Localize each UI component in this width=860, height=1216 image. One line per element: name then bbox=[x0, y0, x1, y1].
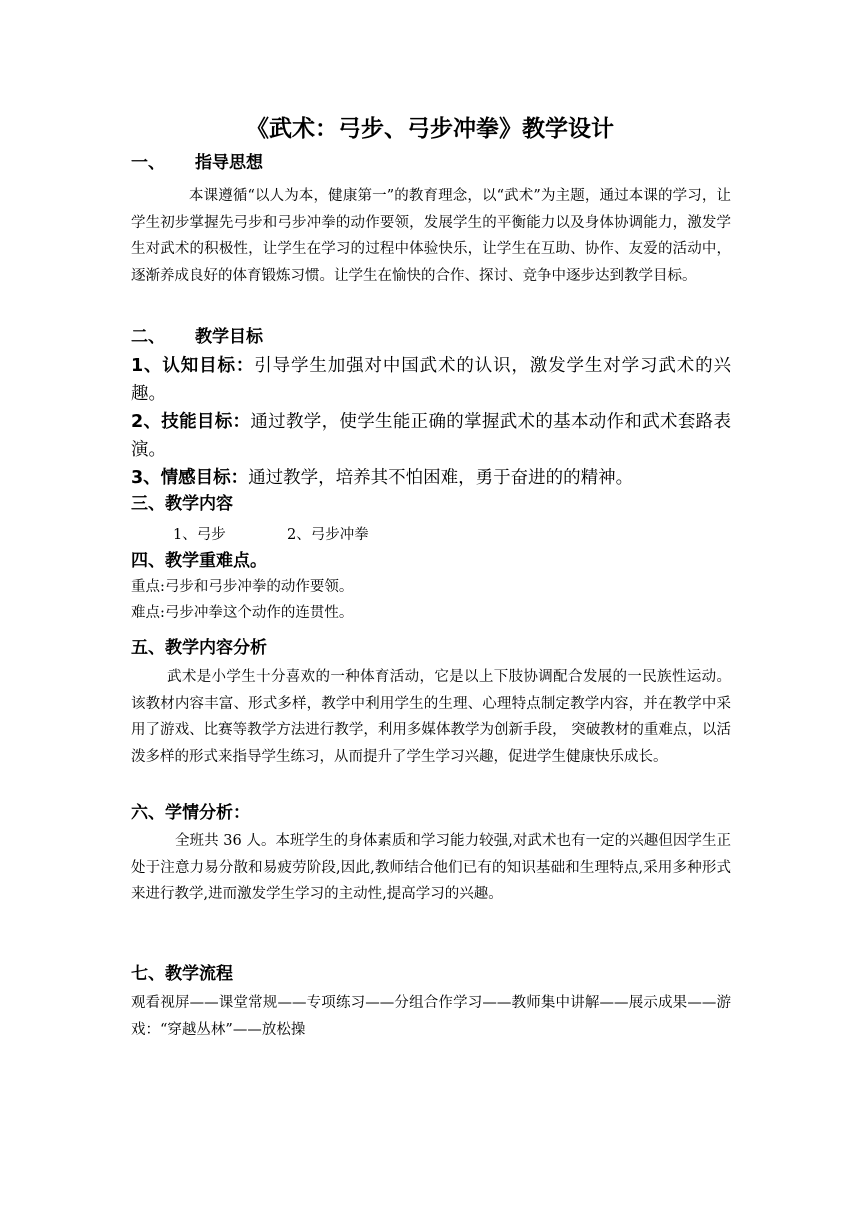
key-point: 重点:弓步和弓步冲拳的动作要领。 bbox=[131, 579, 354, 595]
content-item-2: 2、弓步冲拳 bbox=[287, 527, 369, 543]
section-5-heading: 五、教学内容分析 bbox=[131, 638, 267, 658]
section-2-number: 二、 bbox=[131, 327, 165, 347]
section-1-body: 本课遵循“以人为本，健康第一”的教育理念，以“武术”为主题，通过本课的学习，让学生初步掌握先弓步和弓步冲拳的动作要领，发展学生的平衡能力以及身体协调能力，激发学生对武术的积极性，让学生在学习的过程中体验快乐，让学生在互助、协作、友爱的活动中，逐渐养成良好的体育锻炼习惯。让学生在愉快的合作、探讨、竞争中逐步达到教学目标。 bbox=[131, 188, 731, 284]
section-1-title: 指导思想 bbox=[195, 153, 263, 173]
document-title: 《武术：弓步、弓步冲拳》教学设计 bbox=[246, 116, 614, 142]
goal-label: 2、技能目标： bbox=[131, 412, 251, 432]
section-3-heading: 三、教学内容 bbox=[131, 494, 233, 514]
section-4-heading: 四、教学重难点。 bbox=[131, 551, 267, 571]
goals-list bbox=[131, 352, 731, 492]
section-1-heading bbox=[131, 149, 263, 177]
goal-skill bbox=[131, 408, 731, 464]
section-5-body: 武术是小学生十分喜欢的一种体育活动，它是以上下肢协调配合发展的一民族性运动。该教材内容丰富、形式多样，教学中利用学生的生理、心理特点制定教学内容，并在教学中采用了游戏、比赛等教学方法进行教学，利用多媒体教学为创新手段， 突破教材的重难点，以活泼多样的形式来指导学生练习，从而提升了学生学习兴趣，促进学生健康快乐成长。 bbox=[131, 669, 731, 765]
goal-cognitive bbox=[131, 352, 731, 408]
section-2-heading bbox=[131, 323, 263, 351]
section-7-heading: 七、教学流程 bbox=[131, 964, 233, 984]
section-2-title: 教学目标 bbox=[195, 327, 263, 347]
content-item-1: 1、弓步 bbox=[173, 527, 226, 543]
section-7-body: 观看视屏——课堂常规——专项练习——分组合作学习——教师集中讲解——展示成果——游戏：“穿越丛林”——放松操 bbox=[131, 995, 731, 1038]
goal-text: 引导学生加强对中国武术的认识，激发学生对学习武术的兴趣。 bbox=[131, 356, 731, 404]
goal-text: 通过教学，培养其不怕困难，勇于奋进的的精神。 bbox=[248, 468, 634, 488]
goal-label: 1、认知目标： bbox=[131, 356, 255, 376]
difficult-point: 难点:弓步冲拳这个动作的连贯性。 bbox=[131, 605, 354, 621]
section-6-heading: 六、学情分析： bbox=[131, 803, 250, 823]
goal-emotion bbox=[131, 464, 731, 492]
section-1-number: 一、 bbox=[131, 153, 165, 173]
goal-label: 3、情感目标： bbox=[131, 468, 249, 488]
goal-text: 通过教学，使学生能正确的掌握武术的基本动作和武术套路表演。 bbox=[131, 412, 731, 460]
section-6-body: 全班共 36 人。本班学生的身体素质和学习能力较强,对武术也有一定的兴趣但因学生正处于注意力易分散和易疲劳阶段,因此,教师结合他们已有的知识基础和生理特点,采用多种形式来进行教学,进而激发学生学习的主动性,提高学习的兴趣。 bbox=[131, 833, 731, 902]
